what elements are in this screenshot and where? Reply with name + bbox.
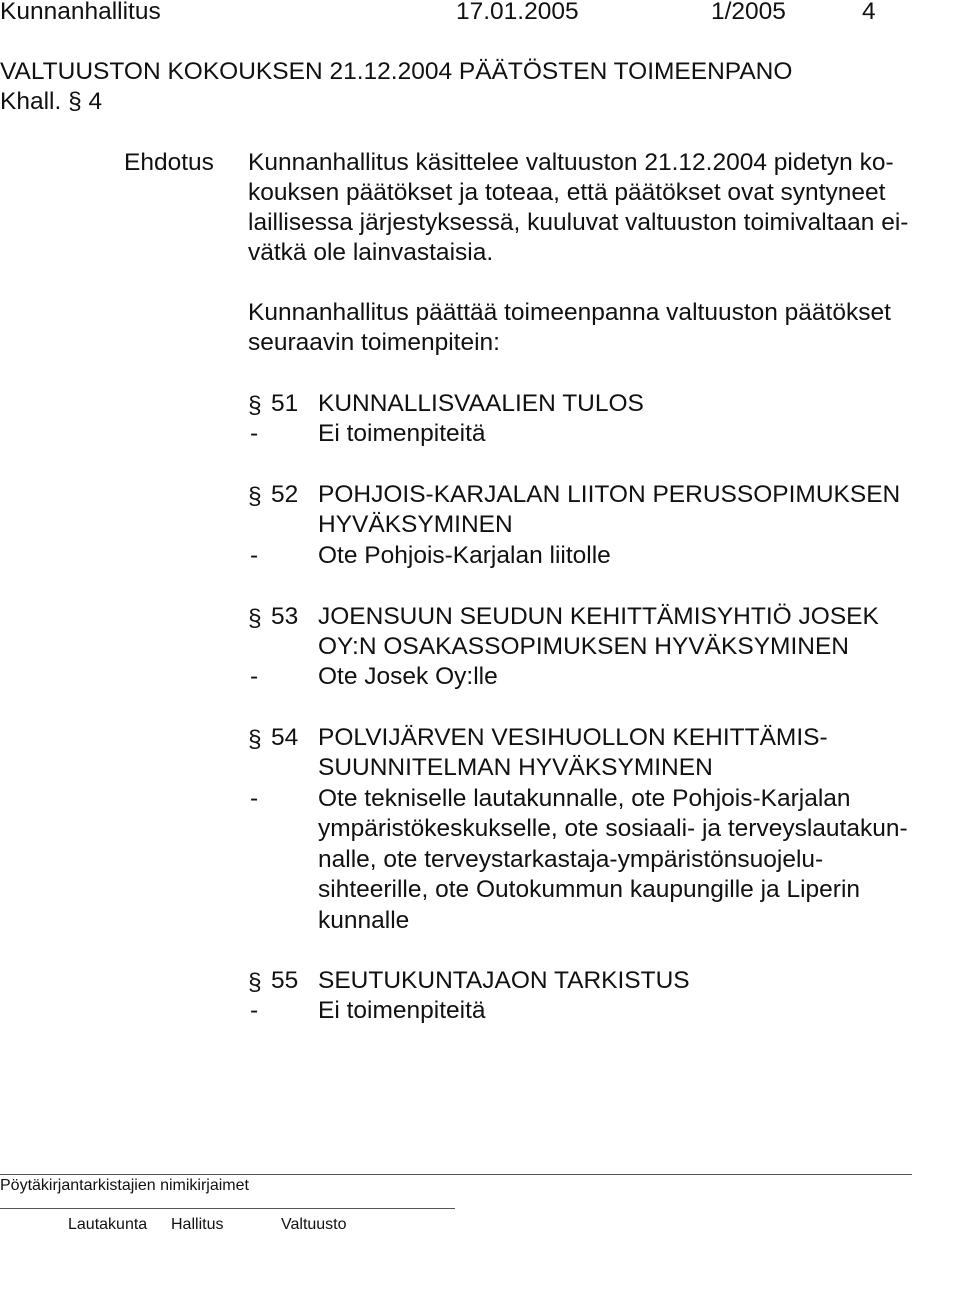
item-title: HYVÄKSYMINEN [318,511,513,538]
document-subtitle: Khall. § 4 [0,88,103,115]
proposal-line: kouksen päätökset ja toteaa, että päätökset ovat syntyneet [248,179,886,206]
header-date: 17.01.2005 [456,0,579,25]
decision-line: Kunnanhallitus päättää toimeenpanna valtuuston päätökset [248,299,891,326]
item-number: 53 [271,603,299,630]
proposal-label: Ehdotus [124,149,214,176]
item-title: SUUNNITELMAN HYVÄKSYMINEN [318,754,713,781]
section-mark: § [248,726,262,753]
proposal-line: Kunnanhallitus käsittelee valtuuston 21.12.2004 pidetyn ko- [248,149,894,176]
decision-line: seuraavin toimenpitein: [248,329,500,356]
section-mark: § [248,392,262,419]
item-number: 52 [271,481,299,508]
footer-column-hallitus: Hallitus [171,1216,224,1233]
footer-column-valtuusto: Valtuusto [281,1216,347,1233]
item-title: POLVIJÄRVEN VESIHUOLLON KEHITTÄMIS- [318,724,828,751]
item-action: sihteerille, ote Outokummun kaupungille ja Liperin [318,876,861,903]
item-title: KUNNALLISVAALIEN TULOS [318,390,644,417]
item-action: Ote Pohjois-Karjalan liitolle [318,542,611,569]
item-action: Ei toimenpiteitä [318,420,486,447]
item-dash: - [250,785,259,812]
document-title: VALTUUSTON KOKOUKSEN 21.12.2004 PÄÄTÖSTEN TOIMEENPANO [0,58,793,85]
header-section: 4 [862,0,876,25]
item-dash: - [250,420,259,447]
footer-column-lautakunta: Lautakunta [68,1216,148,1233]
item-dash: - [250,997,259,1024]
item-title: POHJOIS-KARJALAN LIITON PERUSSOPIMUKSEN [318,481,901,508]
item-number: 51 [271,390,299,417]
item-action: Ei toimenpiteitä [318,997,486,1024]
section-mark: § [248,605,262,632]
section-mark: § [248,483,262,510]
header-page-ref: 1/2005 [711,0,786,25]
footer-rule [0,1208,455,1209]
section-mark: § [248,969,262,996]
item-action: ympäristökeskukselle, ote sosiaali- ja terveyslautakun- [318,815,908,842]
item-action: Ote tekniselle lautakunnalle, ote Pohjois-Karjalan [318,785,851,812]
item-dash: - [250,663,259,690]
item-action: Ote Josek Oy:lle [318,663,498,690]
footer-rule [0,1174,912,1175]
signatures-label: Pöytäkirjantarkistajien nimikirjaimet [0,1177,249,1194]
item-action: kunnalle [318,907,410,934]
proposal-line: laillisessa järjestyksessä, kuuluvat valtuuston toimivaltaan ei- [248,209,909,236]
proposal-line: vätkä ole lainvastaisia. [248,239,494,266]
item-number: 55 [271,967,299,994]
item-dash: - [250,542,259,569]
item-title: JOENSUUN SEUDUN KEHITTÄMISYHTIÖ JOSEK [318,603,879,630]
item-title: OY:N OSAKASSOPIMUKSEN HYVÄKSYMINEN [318,633,849,660]
item-title: SEUTUKUNTAJAON TARKISTUS [318,967,690,994]
header-org: Kunnanhallitus [0,0,161,25]
item-action: nalle, ote terveystarkastaja-ympäristönsuojelu- [318,846,824,873]
item-number: 54 [271,724,299,751]
